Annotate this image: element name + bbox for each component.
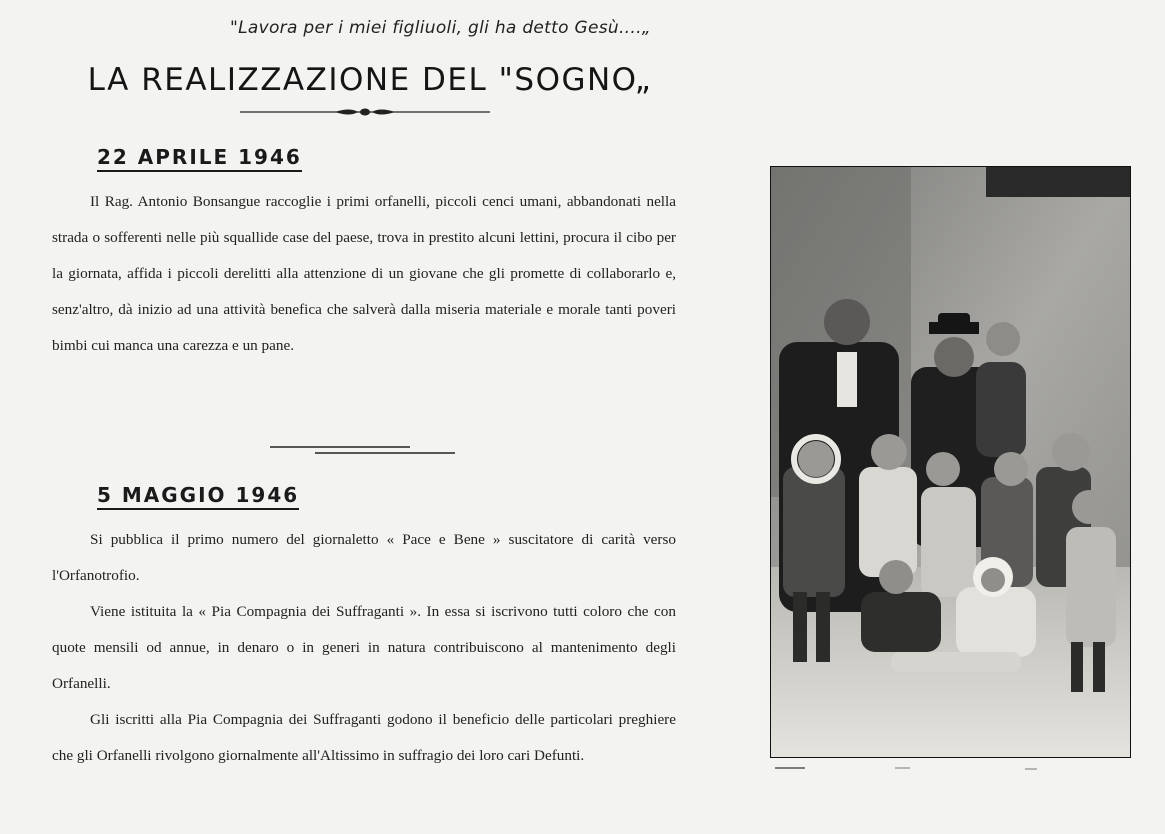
paragraph-may-1: Si pubblica il primo numero del giornaletto « Pace e Bene » suscitatore di carità verso l'Orfanotrofio. — [52, 531, 676, 584]
photo-illustration — [771, 167, 1130, 757]
epigraph: "Lavora per i miei figliuoli, gli ha detto Gesù....„ — [230, 18, 651, 38]
section-heading-may: 5 MAGGIO 1946 — [97, 483, 299, 510]
group-photo — [770, 166, 1131, 758]
section-divider — [270, 445, 455, 457]
paragraph-may-2: Viene istituita la « Pia Compagnia dei Suffraganti ». In essa si iscrivono tutti coloro che con quote mensili od annue, in denaro o in generi in natura contribuiscono al mantenimento degli Orfanelli. — [52, 603, 676, 692]
section-heading-april: 22 APRILE 1946 — [97, 145, 302, 172]
page-title: LA REALIZZAZIONE DEL "SOGNO„ — [87, 62, 653, 98]
paragraph-may-3: Gli iscritti alla Pia Compagnia dei Suffraganti godono il beneficio delle particolari preghiere che gli Orfanelli rivolgono giornalmente all'Altissimo in suffragio dei loro cari Defunti. — [52, 711, 676, 764]
photo-edge-marks — [775, 764, 1115, 772]
paragraph-april: Il Rag. Antonio Bonsangue raccoglie i primi orfanelli, piccoli cenci umani, abbandonati nella strada o sofferenti nelle più squallide case del paese, trova in prestito alcuni lettini, procura il cibo per la giornata, affida i piccoli derelitti alla attenzione di un giovane che gli promette di collaborarlo e, senz'altro, dà inizio ad una attività benefica che salverà dalla miseria materiale e morale tanti poveri bimbi cui manca una carezza e un pane. — [52, 193, 676, 354]
title-ornament — [240, 105, 490, 119]
